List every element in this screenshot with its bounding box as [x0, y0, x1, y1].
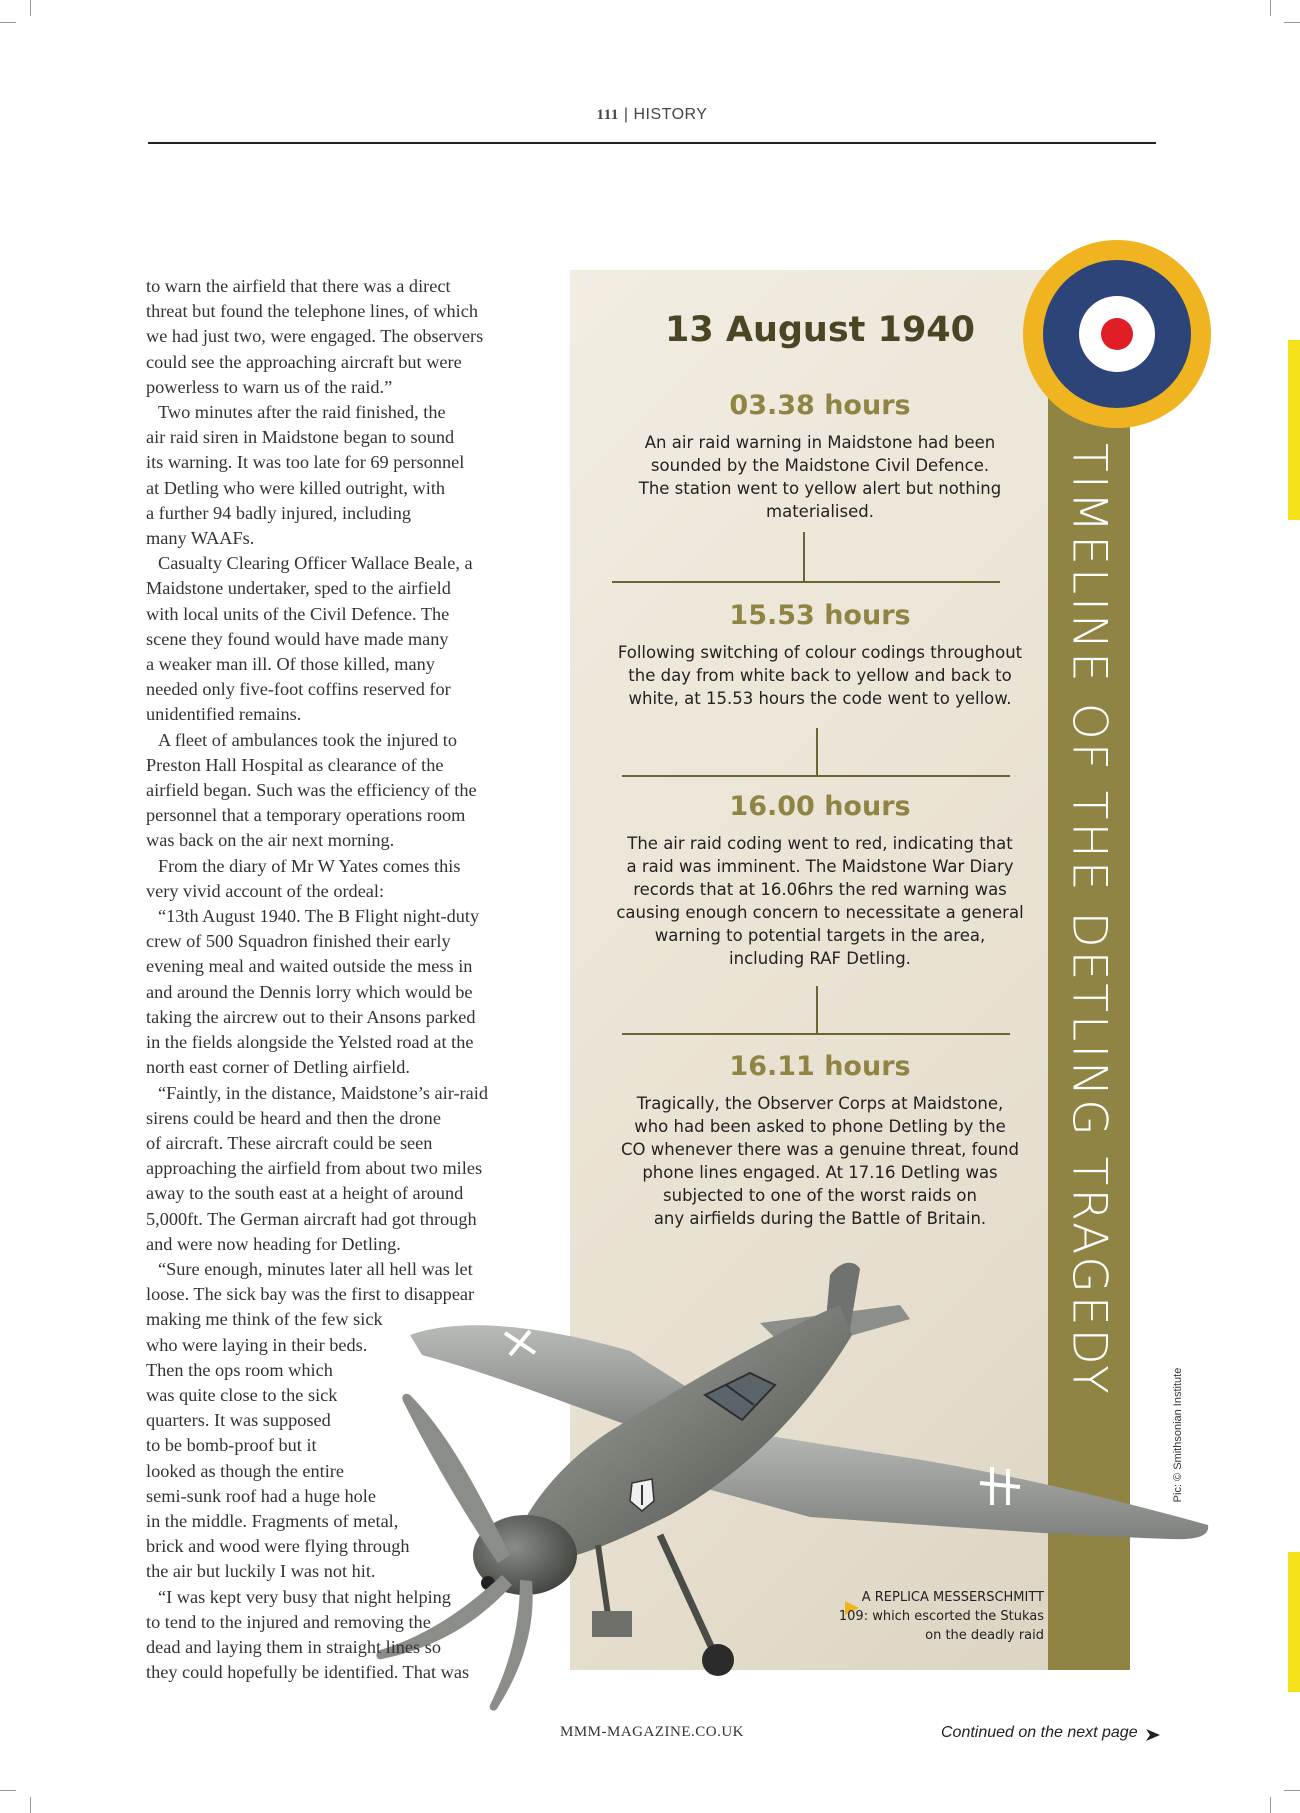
timeline-date: 13 August 1940: [664, 310, 976, 350]
desc-line: any airfields during the Battle of Britain.: [653, 1209, 987, 1228]
desc-line: CO whenever there was a genuine threat, found: [621, 1140, 1019, 1159]
body-line: Maidstone undertaker, sped to the airfield: [146, 578, 451, 599]
body-line: needed only five-foot coffins reserved for: [146, 679, 451, 700]
body-line: making me think of the few sick: [146, 1309, 383, 1330]
continued-note: Continued on the next page: [941, 1724, 1138, 1741]
body-line: to warn the airfield that there was a direct: [146, 276, 451, 296]
timeline-entry: [605, 1051, 1035, 1230]
body-line: could see the approaching aircraft but were: [146, 351, 462, 372]
desc-line: who had been asked to phone Detling by the: [634, 1117, 1006, 1136]
body-line: and were now heading for Detling.: [146, 1233, 401, 1254]
body-line: was quite close to the sick: [146, 1384, 338, 1405]
photo-credit: Pic: © Smithsonian Institute: [1172, 1367, 1184, 1503]
timeline-connector: [622, 986, 1012, 1036]
body-line: unidentified remains.: [146, 704, 302, 725]
crop-mark: [1284, 1790, 1300, 1791]
body-line: “Faintly, in the distance, Maidstone’s air-raid: [158, 1082, 488, 1103]
body-line: Preston Hall Hospital as clearance of the: [146, 754, 444, 775]
header-separator: |: [623, 106, 634, 123]
timeline-entry: [605, 390, 1035, 523]
crop-mark: [1270, 0, 1271, 16]
desc-line: white, at 15.53 hours the code went to yellow.: [628, 689, 1012, 708]
body-line: and around the Dennis lorry which would be: [146, 981, 473, 1002]
image-caption: [826, 1588, 1044, 1645]
body-line: brick and wood were flying through: [146, 1536, 410, 1557]
entry-time: 16.00 hours: [729, 791, 911, 822]
website-url[interactable]: MMM-MAGAZINE.CO.UK: [560, 1724, 744, 1740]
desc-line: sounded by the Maidstone Civil Defence.: [650, 456, 990, 475]
desc-line: a raid was imminent. The Maidstone War Diary: [626, 857, 1014, 876]
section-name: HISTORY: [633, 106, 708, 123]
timeline-connector: [612, 532, 1002, 584]
timeline-connector: [622, 728, 1012, 778]
body-line: of aircraft. These aircraft could be seen: [146, 1132, 433, 1153]
body-line: airfield began. Such was the efficiency of the: [146, 780, 477, 801]
running-header: [148, 106, 1156, 124]
body-line: its warning. It was too late for 69 personnel: [146, 452, 465, 473]
body-line: they could hopefully be identified. That was: [146, 1662, 470, 1683]
body-line: crew of 500 Squadron finished their early: [146, 931, 451, 952]
body-line: evening meal and waited outside the mess in: [146, 956, 473, 977]
body-line: in the fields alongside the Yelsted road at the: [146, 1032, 474, 1053]
body-line: 5,000ft. The German aircraft had got through: [146, 1208, 477, 1229]
crop-mark: [1284, 22, 1300, 23]
body-line: a further 94 badly injured, including: [146, 502, 412, 523]
body-line: in the middle. Fragments of metal,: [146, 1510, 399, 1531]
edge-tab: [1288, 1552, 1300, 1692]
crop-mark: [30, 1797, 31, 1813]
desc-line: subjected to one of the worst raids on: [663, 1186, 977, 1205]
desc-line: records that at 16.06hrs the red warning was: [633, 880, 1007, 899]
body-line: at Detling who were killed outright, with: [146, 477, 446, 498]
body-line: Casualty Clearing Officer Wallace Beale, a: [158, 553, 473, 574]
body-line: threat but found the telephone lines, of which: [146, 301, 479, 322]
entry-time: 15.53 hours: [729, 600, 911, 631]
body-line: semi-sunk roof had a huge hole: [146, 1485, 376, 1506]
desc-line: Following switching of colour codings throughout: [617, 643, 1023, 662]
page-number: 111: [596, 107, 619, 123]
body-line: with local units of the Civil Defence. The: [146, 603, 450, 624]
article-body: [146, 274, 526, 1685]
body-line: very vivid account of the ordeal:: [146, 880, 385, 901]
body-line: From the diary of Mr W Yates comes this: [158, 855, 461, 876]
crop-mark: [0, 22, 16, 23]
body-line: Then the ops room which: [146, 1359, 333, 1380]
desc-line: phone lines engaged. At 17.16 Detling was: [642, 1163, 998, 1182]
body-line: quarters. It was supposed: [146, 1410, 331, 1431]
body-line: loose. The sick bay was the first to disappear: [146, 1284, 475, 1305]
body-line: Two minutes after the raid finished, the: [158, 402, 446, 423]
entry-description: [605, 431, 1035, 523]
body-line: many WAAFs.: [146, 528, 255, 549]
body-line: A fleet of ambulances took the injured to: [158, 729, 458, 750]
edge-tab: [1288, 340, 1300, 520]
desc-line: The station went to yellow alert but nothing: [638, 479, 1002, 498]
body-line: “Sure enough, minutes later all hell was let: [158, 1258, 473, 1279]
desc-line: including RAF Detling.: [729, 949, 911, 968]
body-line: away to the south east at a height of around: [146, 1183, 464, 1204]
desc-line: The air raid coding went to red, indicating that: [627, 834, 1013, 853]
body-line: taking the aircrew out to their Ansons parked: [146, 1006, 476, 1027]
entry-description: [605, 832, 1035, 970]
desc-line: the day from white back to yellow and back to: [628, 666, 1012, 685]
desc-line: causing enough concern to necessitate a general: [616, 903, 1024, 922]
crop-mark: [0, 1790, 16, 1791]
caption-line: 109: which escorted the Stukas: [838, 1609, 1044, 1624]
body-line: looked as though the entire: [146, 1460, 344, 1481]
desc-line: warning to potential targets in the area,: [654, 926, 986, 945]
entry-time: 03.38 hours: [729, 390, 911, 421]
desc-line: materialised.: [766, 502, 874, 521]
entry-description: [605, 1092, 1035, 1230]
body-line: a weaker man ill. Of those killed, many: [146, 654, 435, 675]
body-line: sirens could be heard and then the drone: [146, 1107, 441, 1128]
continued-arrow-icon: [1146, 1729, 1160, 1741]
body-line: to be bomb-proof but it: [146, 1435, 317, 1456]
body-line: to tend to the injured and removing the: [146, 1611, 431, 1632]
body-line: “13th August 1940. The B Flight night-duty: [158, 906, 480, 927]
body-line: was back on the air next morning.: [146, 830, 395, 851]
caption-line: A REPLICA MESSERSCHMITT: [861, 1590, 1044, 1605]
crop-mark: [1270, 1797, 1271, 1813]
body-line: approaching the airfield from about two miles: [146, 1158, 483, 1179]
raf-roundel-icon: [1023, 240, 1211, 428]
header-rule: [148, 142, 1156, 144]
desc-line: An air raid warning in Maidstone had been: [644, 433, 996, 452]
body-line: we had just two, were engaged. The observers: [146, 326, 484, 347]
body-line: scene they found would have made many: [146, 628, 449, 649]
body-line: the air but luckily I was not hit.: [146, 1561, 376, 1582]
entry-time: 16.11 hours: [729, 1051, 911, 1082]
body-line: north east corner of Detling airfield.: [146, 1057, 410, 1078]
body-line: who were laying in their beds.: [146, 1334, 368, 1355]
timeline-entry: [605, 791, 1035, 970]
timeline-side-title: TIMELINE OF THE DETLING TRAGEDY: [1061, 443, 1117, 1397]
body-line: air raid siren in Maidstone began to sound: [146, 427, 455, 448]
entry-description: [605, 641, 1035, 710]
body-line: dead and laying them in straight lines so: [146, 1636, 441, 1657]
body-line: personnel that a temporary operations room: [146, 805, 466, 826]
body-line: “I was kept very busy that night helping: [158, 1586, 451, 1607]
crop-mark: [30, 0, 31, 16]
timeline-entry: [605, 600, 1035, 710]
caption-line: on the deadly raid: [925, 1628, 1044, 1643]
desc-line: Tragically, the Observer Corps at Maidstone,: [636, 1094, 1004, 1113]
body-line: powerless to warn us of the raid.”: [146, 376, 393, 397]
